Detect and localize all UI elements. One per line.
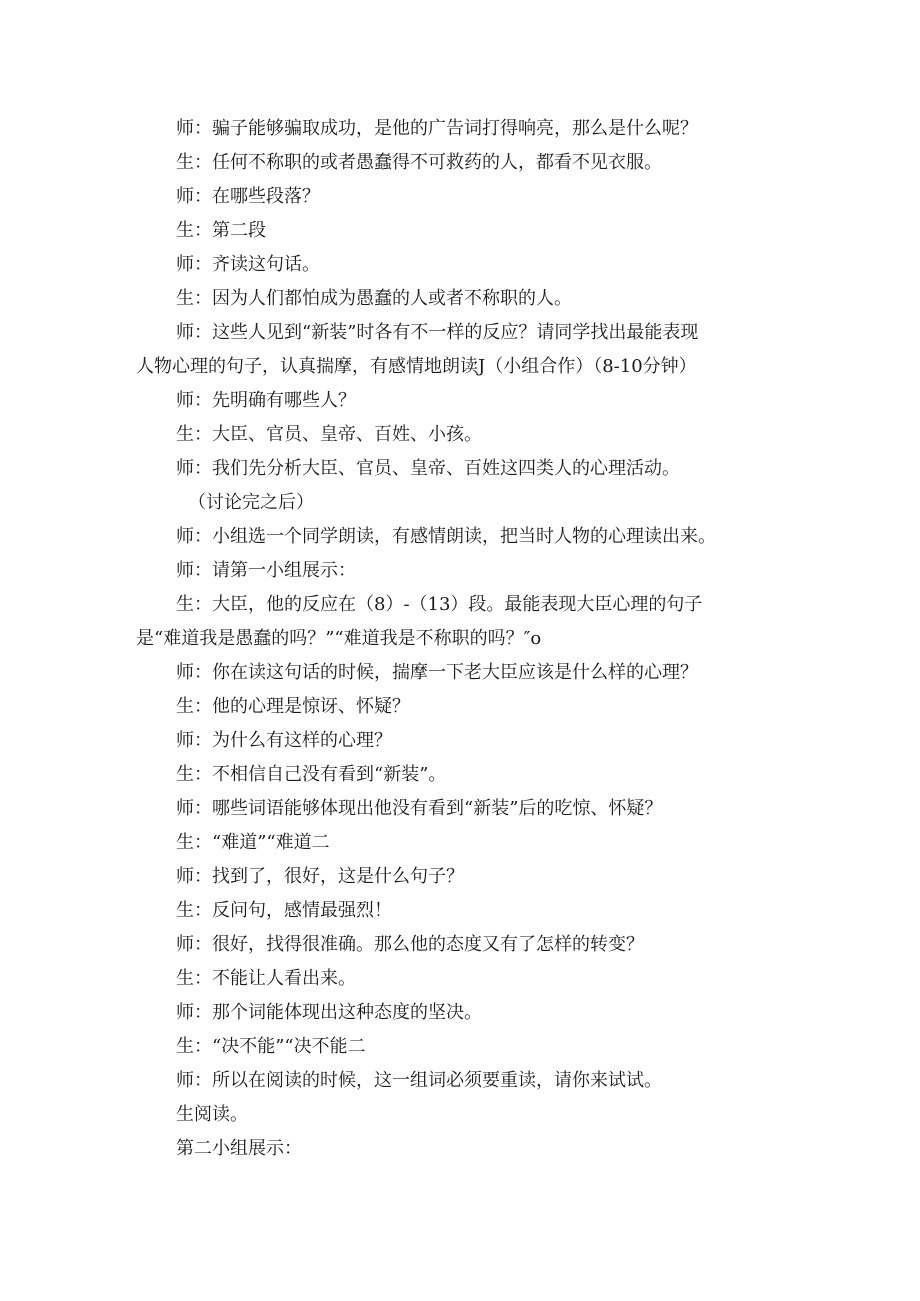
paragraph-line: 师：骗子能够骗取成功，是他的广告词打得响亮，那么是什么呢？	[176, 118, 698, 139]
paragraph-line: 师：为什么有这样的心理？	[176, 730, 392, 751]
document-body	[136, 112, 796, 1166]
paragraph-line: 师：齐读这句话。	[176, 254, 320, 275]
paragraph-line: 生：反问句，感情最强烈！	[176, 900, 392, 921]
paragraph-line: 师：很好，找得很准确。那么他的态度又有了怎样的转变？	[176, 934, 644, 955]
paragraph-line: 生：“决不能”“决不能二	[176, 1036, 366, 1057]
paragraph-line: 第二小组展示：	[176, 1138, 302, 1159]
paragraph-line: 师：请第一小组展示：	[176, 560, 356, 581]
paragraph-line: 生：不能让人看出来。	[176, 968, 356, 989]
paragraph-line: 生：不相信自己没有看到“新装”。	[176, 764, 447, 785]
paragraph-line: 生：第二段	[176, 220, 266, 241]
paragraph-line-continued: 是“难道我是愚蠢的吗？”“难道我是不称职的吗？″o	[136, 628, 542, 649]
paragraph-line: 师：哪些词语能够体现出他没有看到“新装”后的吃惊、怀疑？	[176, 798, 663, 819]
paragraph-line: 生：“难道”“难道二	[176, 832, 330, 853]
paragraph-line: 生：大臣，他的反应在（8）-（13）段。最能表现大臣心理的句子	[176, 594, 703, 615]
paragraph-line: 师：找到了，很好，这是什么句子？	[176, 866, 464, 887]
paragraph-line: 师：你在读这句话的时候，揣摩一下老大臣应该是什么样的心理？	[176, 662, 698, 683]
paragraph-line: 师：所以在阅读的时候，这一组词必须要重读，请你来试试。	[176, 1070, 662, 1091]
paragraph-line: 师：在哪些段落？	[176, 186, 320, 207]
paragraph-line: 生：因为人们都怕成为愚蠢的人或者不称职的人。	[176, 288, 572, 309]
paragraph-line: 生：大臣、官员、皇帝、百姓、小孩。	[176, 424, 482, 445]
paragraph-line: 生阅读。	[176, 1104, 248, 1125]
paragraph-line: 师：我们先分析大臣、官员、皇帝、百姓这四类人的心理活动。	[176, 458, 680, 479]
paragraph-line-continued: 人物心理的句子，认真揣摩，有感情地朗读J（小组合作）（8-10分钟）	[136, 356, 697, 377]
paragraph-line: 生：任何不称职的或者愚蠢得不可救药的人，都看不见衣服。	[176, 152, 662, 173]
paragraph-line: 生：他的心理是惊讶、怀疑？	[176, 696, 410, 717]
paragraph-line: 师：先明确有哪些人？	[176, 390, 356, 411]
stage-note: （讨论完之后）	[188, 492, 314, 513]
paragraph-line: 师：小组选一个同学朗读，有感情朗读，把当时人物的心理读出来。	[176, 526, 716, 547]
paragraph-line: 师：这些人见到“新装”时各有不一样的反应？请同学找出最能表现	[176, 322, 699, 343]
paragraph-line: 师：那个词能体现出这种态度的坚决。	[176, 1002, 482, 1023]
